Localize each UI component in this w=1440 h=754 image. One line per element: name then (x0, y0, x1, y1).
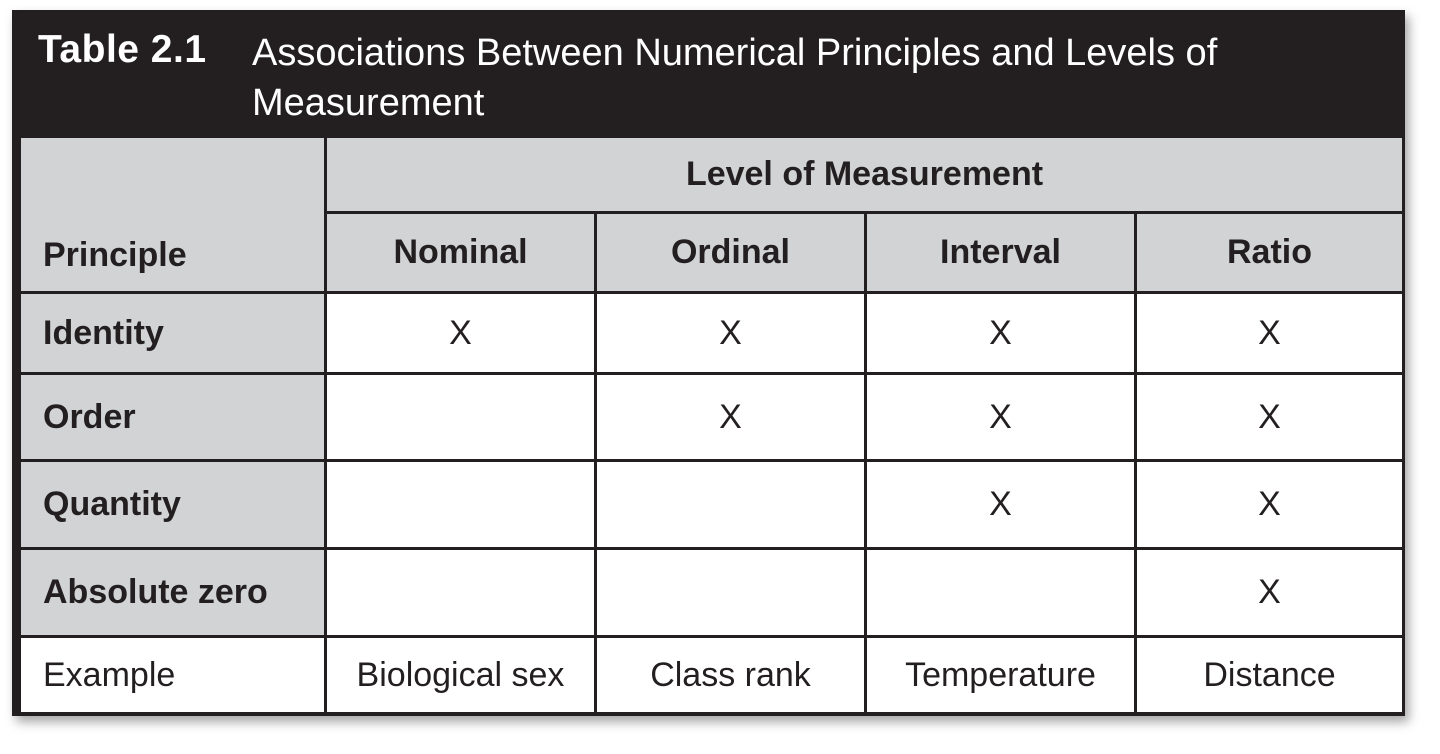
cell-order-ordinal: X (597, 375, 864, 459)
level-of-measurement-header: Level of Measurement (327, 138, 1402, 211)
level-header-ordinal: Ordinal (597, 214, 864, 291)
cell-quantity-ratio: X (1137, 462, 1402, 547)
example-ratio: Distance (1137, 638, 1402, 712)
row-label-absolute-zero: Absolute zero (21, 550, 324, 635)
table-number: Table 2.1 (38, 28, 207, 71)
cell-quantity-nominal (327, 462, 594, 547)
cell-absolute-zero-ordinal (597, 550, 864, 635)
cell-identity-ratio: X (1137, 294, 1402, 372)
level-header-interval: Interval (867, 214, 1134, 291)
cell-order-interval: X (867, 375, 1134, 459)
example-interval: Temperature (867, 638, 1134, 712)
example-ordinal: Class rank (597, 638, 864, 712)
row-label-example: Example (21, 638, 324, 712)
table-caption (12, 10, 1405, 138)
cell-order-nominal (327, 375, 594, 459)
cell-identity-ordinal: X (597, 294, 864, 372)
cell-identity-interval: X (867, 294, 1134, 372)
level-header-ratio: Ratio (1137, 214, 1402, 291)
measurement-table (21, 138, 1396, 708)
row-label-quantity: Quantity (21, 462, 324, 547)
cell-absolute-zero-nominal (327, 550, 594, 635)
row-label-order: Order (21, 375, 324, 459)
cell-order-ratio: X (1137, 375, 1402, 459)
example-nominal: Biological sex (327, 638, 594, 712)
cell-identity-nominal: X (327, 294, 594, 372)
level-header-nominal: Nominal (327, 214, 594, 291)
row-label-identity: Identity (21, 294, 324, 372)
cell-quantity-interval: X (867, 462, 1134, 547)
cell-quantity-ordinal (597, 462, 864, 547)
principle-column-header: Principle (21, 138, 324, 291)
cell-absolute-zero-interval (867, 550, 1134, 635)
cell-absolute-zero-ratio: X (1137, 550, 1402, 635)
table-card (12, 10, 1405, 716)
table-title: Associations Between Numerical Principles and Levels of Measurement (252, 32, 1218, 124)
